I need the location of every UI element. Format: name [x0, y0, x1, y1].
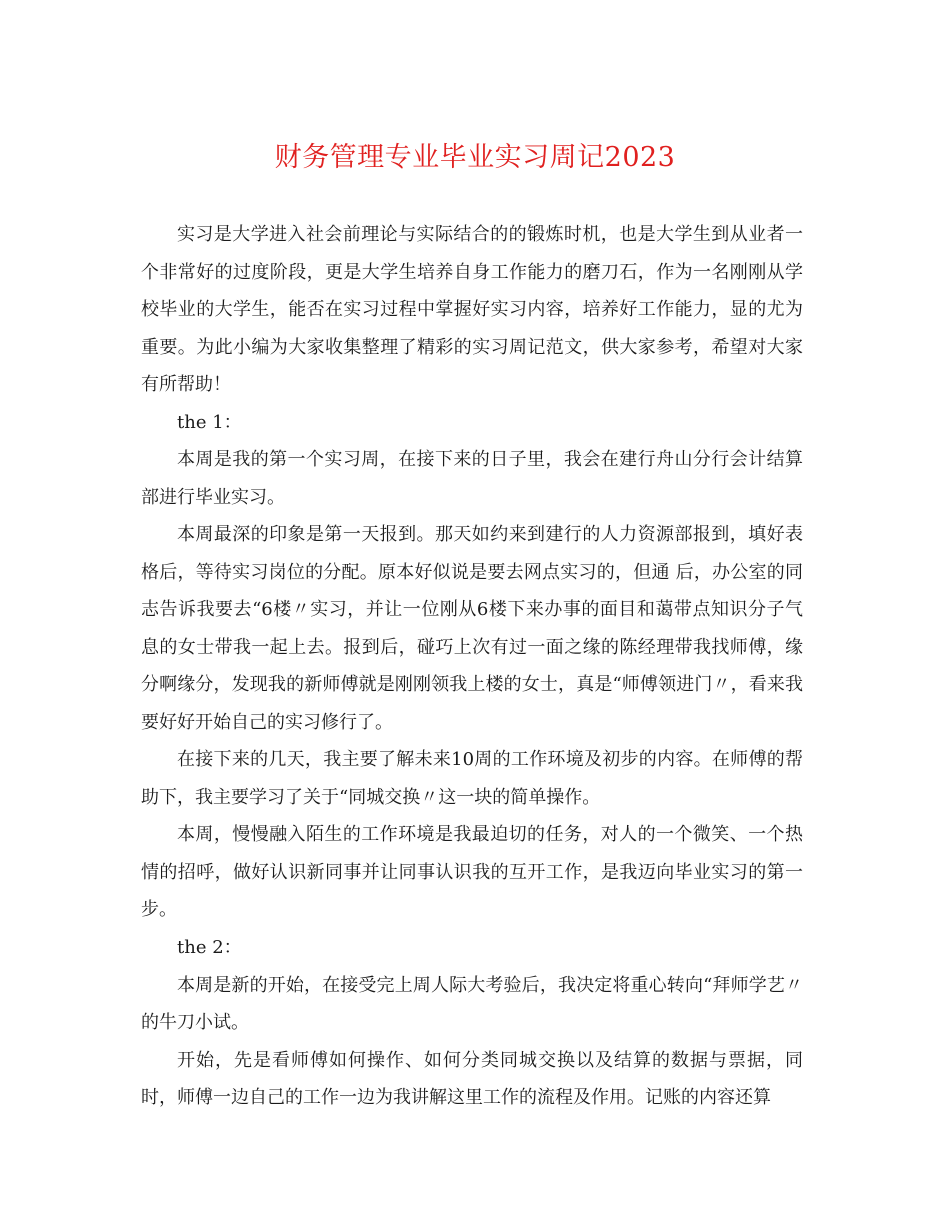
paragraph-week1-heading: the 1： [177, 411, 242, 433]
paragraph-week1-learning: 在接下来的几天，我主要了解未来10周的工作环境及初步的内容。在师傅的帮助下，我主要学习了关于“同城交换〃这一块的简单操作。 [141, 749, 803, 808]
paragraph-week1-summary: 本周，慢慢融入陌生的工作环境是我最迫切的任务，对人的一个微笑、一个热情的招呼，做好认识新同事并让同事认识我的互开工作，是我迈向毕业实习的第一步。 [141, 824, 803, 921]
paragraph-week2-intro: 本周是新的开始，在接受完上周人际大考验后，我决定将重心转向“拜师学艺〃的牛刀小试。 [141, 974, 803, 1034]
paragraph-week1-intro: 本周是我的第一个实习周，在接下来的日子里，我会在建行舟山分行会计结算部进行毕业实习。 [141, 449, 803, 508]
document-body [141, 216, 803, 1117]
paragraph-intro: 实习是大学进入社会前理论与实际结合的的锻炼时机，也是大学生到从业者一个非常好的过度阶段，更是大学生培养自身工作能力的磨刀石，作为一名刚刚从学校毕业的大学生，能否在实习过程中掌握好实习内容，培养好工作能力，显的尤为重要。为此小编为大家收集整理了精彩的实习周记范文，供大家参考，希望对大家有所帮助！ [141, 224, 803, 395]
paragraph-week2-start: 开始，先是看师傅如何操作、如何分类同城交换以及结算的数据与票据，同时，师傅一边自己的工作一边为我讲解这里工作的流程及作用。记账的内容还算 [141, 1049, 803, 1109]
paragraph-week2-heading: the 2： [177, 937, 242, 959]
paragraph-week1-impression: 本周最深的印象是第一天报到。那天如约来到建行的人力资源部报到，填好表格后，等待实习岗位的分配。原本好似说是要去网点实习的，但通 后，办公室的同志告诉我要去“6楼〃实习，并让一位刚从6楼下来办事的面目和蔼带点知识分子气息的女士带我一起上去。报到后，碰巧上次有过一面之缘的陈经理带我找师傅，缘分啊缘分，发现我的新师傅就是刚刚领我上楼的女士，真是“师傅领进门〃，看来我要好好开始自己的实习修行了。 [141, 524, 803, 733]
page-title: 财务管理专业毕业实习周记2023 [274, 142, 676, 173]
